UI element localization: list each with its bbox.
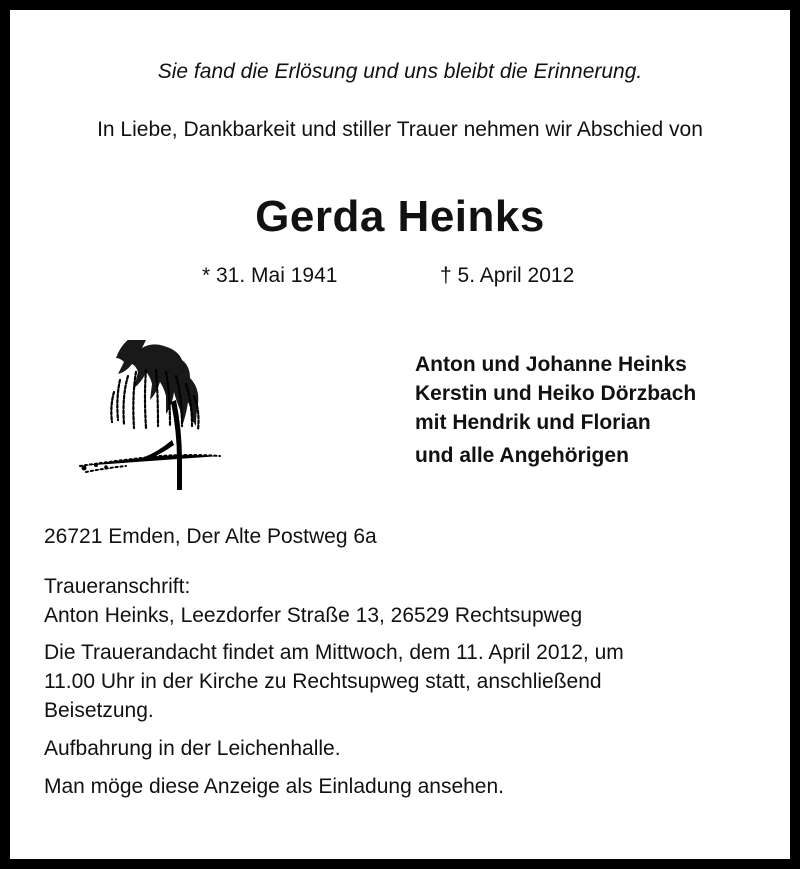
intro-text: In Liebe, Dankbarkeit und stiller Trauer nehmen wir Abschied von bbox=[97, 118, 703, 141]
birth-date: * 31. Mai 1941 bbox=[202, 264, 338, 287]
service-line: Beisetzung. bbox=[44, 699, 154, 722]
family-member: Anton und Johanne Heinks bbox=[415, 353, 687, 376]
family-member: Kerstin und Heiko Dörzbach bbox=[415, 382, 697, 405]
weeping-willow-icon bbox=[72, 340, 242, 495]
death-date: † 5. April 2012 bbox=[440, 264, 575, 287]
family-list bbox=[415, 350, 696, 470]
service-line: Die Trauerandacht findet am Mittwoch, dem 11. April 2012, um bbox=[44, 641, 624, 664]
mourning-address-block bbox=[44, 572, 756, 630]
family-member: mit Hendrik und Florian bbox=[415, 411, 651, 434]
laying-out-info: Aufbahrung in der Leichenhalle. bbox=[44, 737, 341, 760]
home-address: 26721 Emden, Der Alte Postweg 6a bbox=[44, 525, 377, 548]
notice-body bbox=[44, 522, 756, 801]
family-member: und alle Angehörigen bbox=[415, 444, 629, 467]
mourning-address-label: Traueranschrift: bbox=[44, 575, 191, 598]
closing-text: Man möge diese Anzeige als Einladung ansehen. bbox=[44, 775, 504, 798]
mourning-address: Anton Heinks, Leezdorfer Straße 13, 26529 Rechtsupweg bbox=[44, 604, 583, 627]
service-info bbox=[44, 638, 756, 725]
deceased-name: Gerda Heinks bbox=[255, 192, 545, 241]
motto: Sie fand die Erlösung und uns bleibt die Erinnerung. bbox=[157, 60, 643, 83]
service-line: 11.00 Uhr in der Kirche zu Rechtsupweg statt, anschließend bbox=[44, 670, 602, 693]
